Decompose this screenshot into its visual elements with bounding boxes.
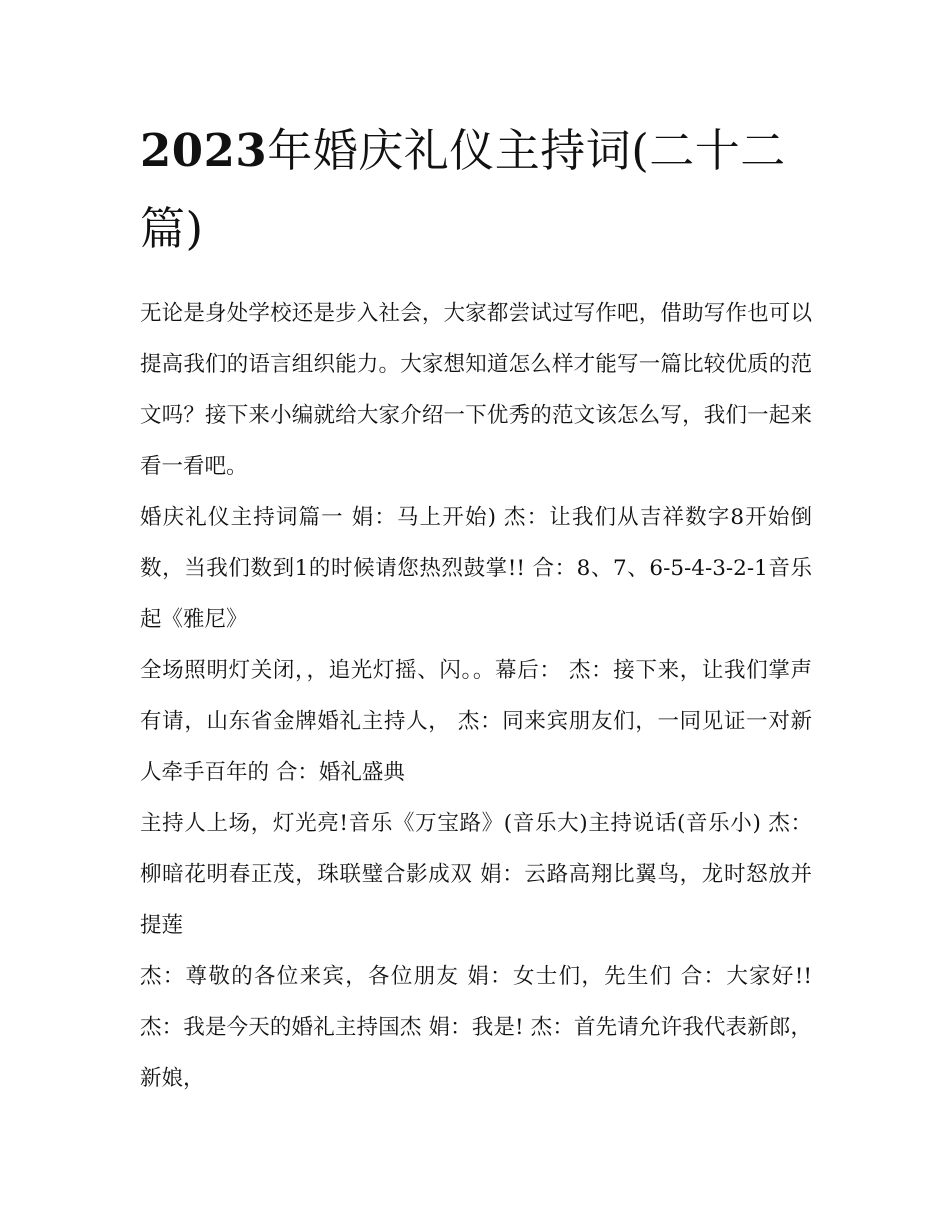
- title-text: 年婚庆礼仪主持词(二十二篇): [140, 124, 786, 255]
- document-body: [140, 288, 812, 1104]
- document-title: [140, 112, 812, 268]
- paragraph-countdown: 婚庆礼仪主持词篇一 娟：马上开始) 杰：让我们从吉祥数字8开始倒数，当我们数到1的时候请您热烈鼓掌!! 合：8、7、6-5-4-3-2-1音乐起《雅尼》: [140, 505, 812, 632]
- paragraph-greeting: 杰：尊敬的各位来宾，各位朋友 娟：女士们，先生们 合：大家好!! 杰：我是今天的婚礼主持国杰 娟：我是! 杰：首先请允许我代表新郎，新娘，: [140, 964, 812, 1091]
- document-page: [140, 112, 812, 1104]
- title-year: 2023: [140, 124, 268, 177]
- paragraph-intro: 无论是身处学校还是步入社会，大家都尝试过写作吧，借助写作也可以提高我们的语言组织能力。大家想知道怎么样才能写一篇比较优质的范文吗？接下来小编就给大家介绍一下优秀的范文该怎么写，我们一起来看一看吧。: [140, 301, 812, 479]
- paragraph-lighting: 全场照明灯关闭，，追光灯摇、闪。。幕后： 杰：接下来，让我们掌声有请，山东省金牌婚礼主持人， 杰：同来宾朋友们，一同见证一对新人牵手百年的 合：婚礼盛典: [140, 658, 812, 785]
- paragraph-host-entrance: 主持人上场，灯光亮!音乐《万宝路》(音乐大)主持说话(音乐小) 杰：柳暗花明春正茂，珠联璧合影成双 娟：云路高翔比翼鸟，龙时怒放并提莲: [140, 811, 812, 938]
